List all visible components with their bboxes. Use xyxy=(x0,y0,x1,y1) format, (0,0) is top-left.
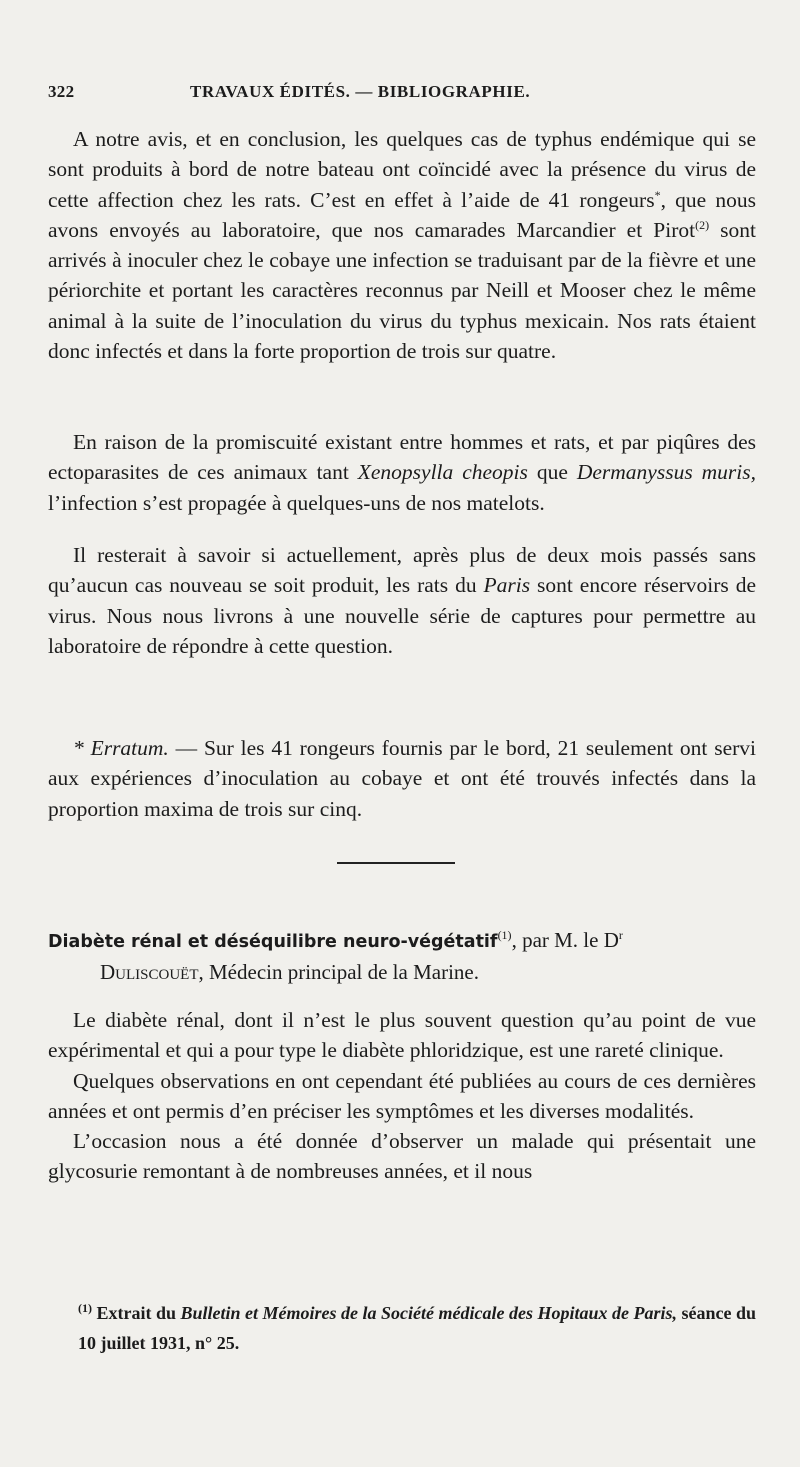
footnote-number: (1) xyxy=(78,1301,92,1315)
paragraph-text: En raison de la promiscuité existant entre hommes et rats, et par piqûres des ectoparasites de ces animaux tant Xenopsylla cheopis que Dermanyssus muris, l’infection s’est propagée à quelques-uns de nos matelots. xyxy=(48,430,757,515)
paragraph-promiscuity xyxy=(48,427,756,518)
erratum-note xyxy=(48,733,756,824)
running-title: TRAVAUX ÉDITÉS. — BIBLIOGRAPHIE. xyxy=(190,82,531,101)
footnote-marker: (1) xyxy=(497,928,512,942)
author-title: , Médecin principal de la Marine. xyxy=(198,960,479,984)
author-name: Duliscouët xyxy=(100,960,199,984)
erratum-label: * Erratum. xyxy=(73,736,169,760)
page-number: 322 xyxy=(48,82,75,101)
journal-name: Bulletin et Mémoires de la Société médicale des Hopitaux de Paris, xyxy=(180,1303,677,1323)
erratum-text: — Sur les 41 rongeurs fournis par le bord, 21 seulement ont servi aux expériences d’inoculation au cobaye et ont été trouvés infectés dans la proportion maxima de trois sur cinq. xyxy=(48,736,756,821)
paragraph-question xyxy=(48,540,756,661)
paragraph-text: A notre avis, et en conclusion, les quelques cas de typhus endémique qui se sont produits à bord de notre bateau ont coïncidé avec la présence du virus de cette affection chez les rats. C’est en effet à l’aide de 41 rongeurs*, que nous avons envoyés au laboratoire, que nos camarades Marcandier et Pirot$^{(2)}$ sont arrivés à inoculer chez le cobaye une infection se traduisant par de la fièvre et une périorchite et portant les caractères reconnus par Neill et Mooser chez le même animal à la suite de l’inoculation du virus du typhus mexicain. Nos rats étaient donc infectés et dans la forte proportion de trois sur quatre. xyxy=(48,127,756,364)
article-body xyxy=(48,1005,756,1187)
footnote: $^{(1)}$ Extrait du Bulletin et Mémoires de la Société médicale des Hopitaux de Paris, séance du 10 juillet 1931, n° 25. xyxy=(78,1301,756,1353)
paragraph-text: Il resterait à savoir si actuellement, après plus de deux mois passés sans qu’aucun cas nouveau se soit produit, les rats du Paris sont encore réservoirs de virus. Nous nous livrons à une nouvelle série de captures pour permettre au laboratoire de répondre à cette question. xyxy=(48,543,756,658)
paragraph-text: Le diabète rénal, dont il n’est le plus souvent question qu’au point de vue expérimental et qui a pour type le diabète phloridzique, est une rareté clinique. xyxy=(48,1008,756,1063)
article-heading: Diabète rénal et déséquilibre neuro-végétatif$^{(1)}$, par M. le $D^r$ Duliscouët, Médecin principal de la Marine. xyxy=(48,928,623,984)
paragraph-conclusion xyxy=(48,124,756,366)
species-name: Dermanyssus muris, xyxy=(576,460,757,485)
section-divider xyxy=(337,862,455,864)
paragraph-text: L’occasion nous a été donnée d’observer un malade qui présentait une glycosurie remontant à de nombreuses années, et il nous xyxy=(48,1129,756,1184)
article-title: Diabète rénal et déséquilibre neuro-végétatif xyxy=(48,932,498,952)
paragraph-text: Quelques observations en ont cependant été publiées au cours de ces dernières années et ont permis d’en préciser les symptômes et les diverses modalités. xyxy=(48,1068,756,1123)
species-name: Xenopsylla cheopis xyxy=(357,460,528,485)
erratum-marker: * xyxy=(654,187,661,202)
ship-name: Paris xyxy=(483,573,531,598)
reference-marker: (2) xyxy=(695,217,710,232)
